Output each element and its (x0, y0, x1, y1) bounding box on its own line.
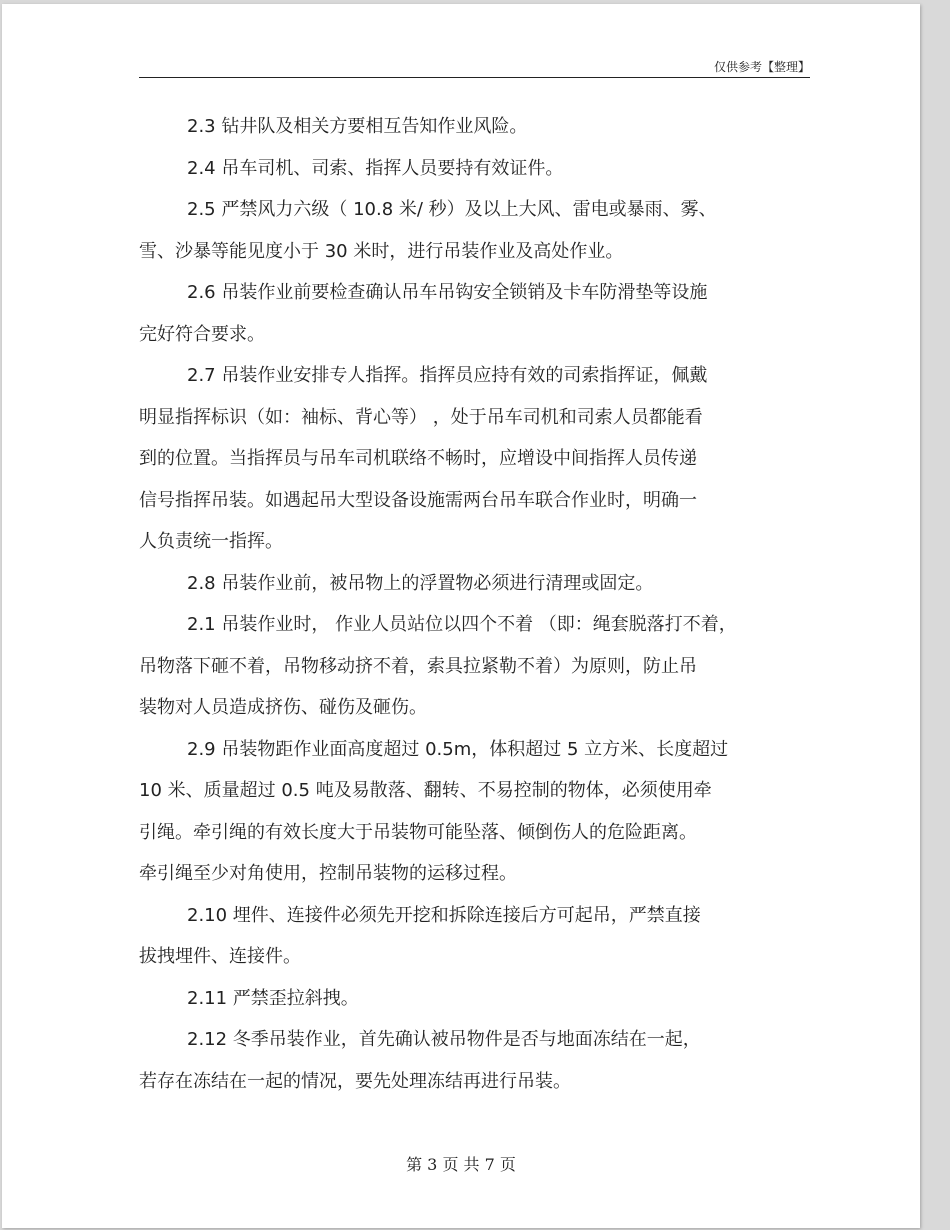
body-line: 信号指挥吊装。如遇起吊大型设备设施需两台吊车联合作业时，明确一 (139, 489, 697, 511)
header-rule (139, 77, 810, 78)
page-number-footer: 第 3 页 共 7 页 (406, 1155, 516, 1174)
document-body (139, 106, 829, 1102)
body-line: 2.5 严禁风力六级（ 10.8 米/ 秒）及以上大风、雷电或暴雨、雾、 (187, 199, 717, 220)
body-line: 2.1 吊装作业时， 作业人员站位以四个不着 （即：绳套脱落打不着， (187, 614, 737, 635)
body-line: 人负责统一指挥。 (139, 531, 283, 552)
body-line: 2.11 严禁歪拉斜拽。 (187, 987, 359, 1009)
body-line: 2.6 吊装作业前要检查确认吊车吊钩安全锁销及卡车防滑垫等设施 (187, 282, 708, 303)
body-line: 拔拽埋件、连接件。 (139, 946, 301, 967)
document-page (2, 4, 920, 1228)
body-line: 到的位置。当指挥员与吊车司机联络不畅时，应增设中间指挥人员传递 (139, 448, 697, 469)
body-line: 引绳。牵引绳的有效长度大于吊装物可能坠落、倾倒伤人的危险距离。 (139, 821, 697, 843)
body-line: 若存在冻结在一起的情况，要先处理冻结再进行吊装。 (139, 1070, 571, 1092)
body-line: 雪、沙暴等能见度小于 30 米时，进行吊装作业及高处作业。 (139, 240, 624, 262)
header-label: 仅供参考【整理】 (713, 60, 810, 74)
body-line: 2.3 钻井队及相关方要相互告知作业风险。 (187, 116, 528, 137)
body-line: 2.10 埋件、连接件必须先开挖和拆除连接后方可起吊，严禁直接 (187, 904, 701, 926)
body-line: 吊物落下砸不着，吊物移动挤不着，索具拉紧勒不着）为原则，防止吊 (139, 655, 697, 677)
body-line: 2.8 吊装作业前，被吊物上的浮置物必须进行清理或固定。 (187, 572, 654, 594)
body-line: 牵引绳至少对角使用，控制吊装物的运移过程。 (139, 863, 517, 884)
body-line: 2.12 冬季吊装作业，首先确认被吊物件是否与地面冻结在一起， (187, 1029, 701, 1050)
body-line: 10 米、质量超过 0.5 吨及易散落、翻转、不易控制的物体，必须使用牵 (139, 780, 712, 801)
body-line: 完好符合要求。 (139, 323, 265, 345)
body-line: 2.4 吊车司机、司索、指挥人员要持有效证件。 (187, 157, 564, 179)
body-line: 2.9 吊装物距作业面高度超过 0.5m，体积超过 5 立方米、长度超过 (187, 738, 729, 760)
body-line: 装物对人员造成挤伤、碰伤及砸伤。 (139, 697, 427, 718)
body-line: 明显指挥标识（如：袖标、背心等） ，处于吊车司机和司索人员都能看 (139, 406, 703, 428)
body-line: 2.7 吊装作业安排专人指挥。指挥员应持有效的司索指挥证，佩戴 (187, 365, 708, 386)
